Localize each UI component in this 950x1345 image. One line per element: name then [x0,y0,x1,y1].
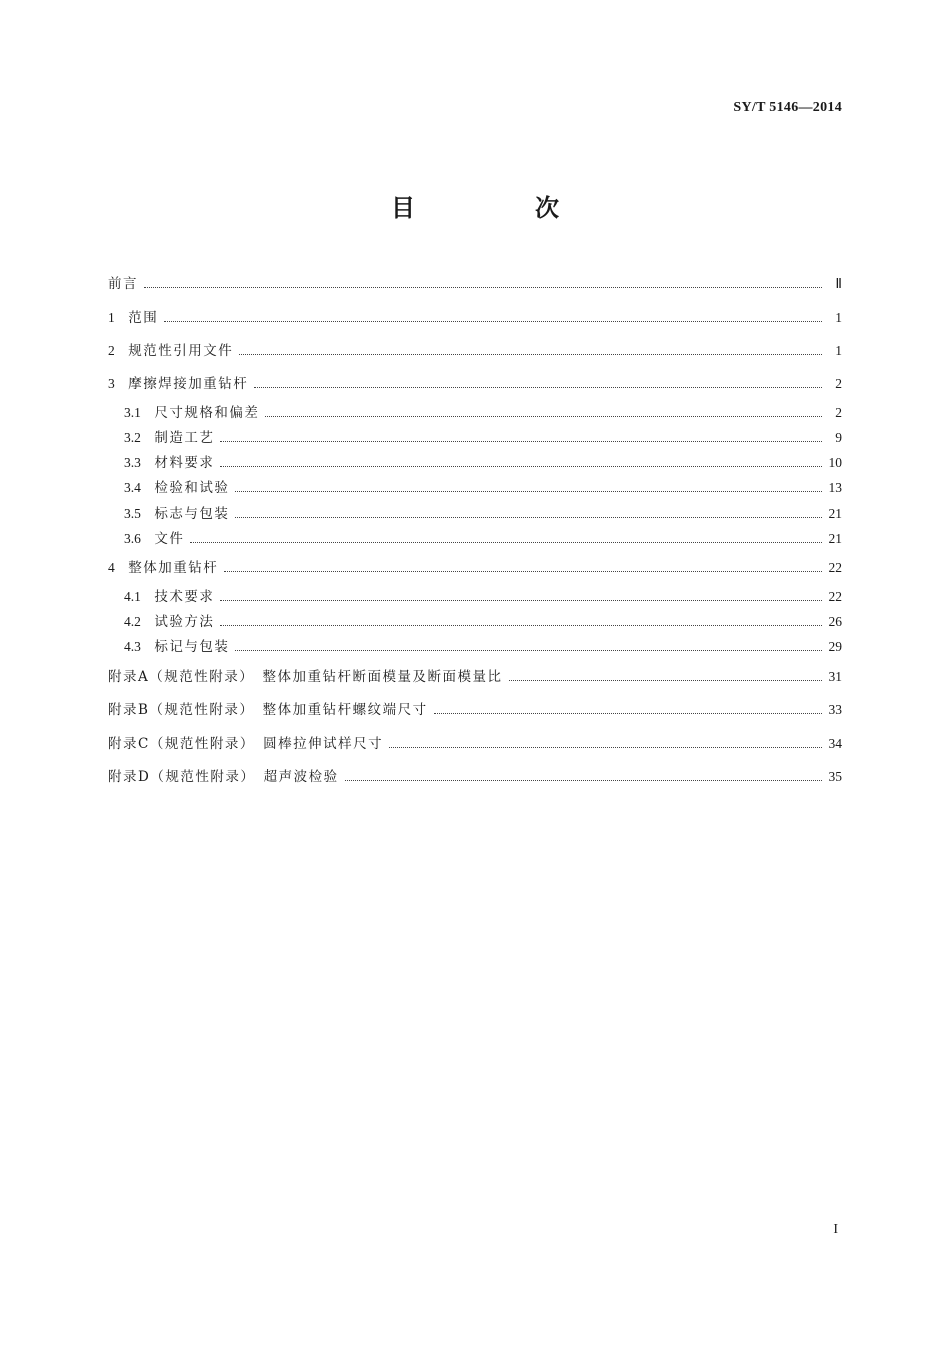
toc-entry-label: 附录D（规范性附录） 超声波检验 [108,769,339,785]
toc-entry-page: 1 [835,343,842,358]
toc-entry-label: 附录A（规范性附录） 整体加重钻杆断面模量及断面模量比 [108,669,503,685]
page-title: 目 次 [391,194,607,222]
toc-entry-3-3[interactable] [124,453,842,473]
toc-entry-appendix-a[interactable] [108,667,842,687]
toc-entry-page: 1 [835,310,842,325]
toc-entry-number: 4 [108,560,129,575]
dot-leader [164,320,822,322]
toc-entry-3-1[interactable] [124,403,842,423]
toc-entry-page: 21 [828,531,842,546]
toc-entry-page: 2 [835,376,842,391]
toc-entry-page: 33 [828,702,842,717]
toc-entry-4-1[interactable] [124,587,842,607]
dot-leader [254,386,822,388]
toc-entry-number: 3.6 [124,531,155,546]
toc-entry-number: 4.3 [124,639,155,654]
toc-entry-foreword[interactable] [108,274,842,294]
toc-entry-label: 技术要求 [154,589,215,605]
toc-entry-label: 制造工艺 [154,430,215,446]
dot-leader [220,440,822,442]
toc-entry-page: 34 [828,736,842,751]
toc-entry-3[interactable] [108,374,842,394]
toc-entry-number: 3 [108,376,129,391]
dot-leader [220,599,822,601]
toc-entry-number: 1 [108,310,129,325]
toc-entry-4-2[interactable] [124,612,842,632]
toc-entry-label: 前言 [108,276,138,292]
dot-leader [235,490,822,492]
toc-entry-page: Ⅱ [835,276,842,291]
dot-leader [389,746,822,748]
toc-entry-label: 标志与包装 [154,506,230,522]
toc-entry-3-4[interactable] [124,478,842,498]
toc-entry-page: 21 [828,506,842,521]
toc-entry-page: 2 [835,405,842,420]
toc-entry-page: 22 [828,589,842,604]
standard-code: SY/T 5146—2014 [733,100,842,115]
toc-entry-2[interactable] [108,341,842,361]
dot-leader [220,465,822,467]
toc-entry-label: 范围 [128,310,159,326]
dot-leader [509,679,823,681]
toc-entry-label: 材料要求 [154,455,215,471]
toc-entry-number: 4.1 [124,589,155,604]
toc-entry-4-3[interactable] [124,637,842,657]
toc-entry-page: 26 [828,614,842,629]
toc-entry-number: 3.4 [124,480,155,495]
toc-entry-page: 22 [828,560,842,575]
toc-entry-label: 附录C（规范性附录） 圆棒拉伸试样尺寸 [108,736,384,752]
dot-leader [235,649,822,651]
toc-entry-3-5[interactable] [124,504,842,524]
toc-entry-appendix-b[interactable] [108,700,842,720]
toc-entry-4[interactable] [108,558,842,578]
toc-entry-page: 29 [828,639,842,654]
dot-leader [265,415,822,417]
toc-entry-1[interactable] [108,308,842,328]
toc-entry-number: 3.1 [124,405,155,420]
dot-leader [220,624,822,626]
toc-entry-page: 13 [828,480,842,495]
toc-entry-page: 31 [828,669,842,684]
toc-entry-number: 3.3 [124,455,155,470]
dot-leader [239,353,822,355]
toc-entry-page: 35 [828,769,842,784]
toc-entry-label: 文件 [154,531,185,547]
dot-leader [434,712,822,714]
toc-entry-label: 试验方法 [154,614,215,630]
dot-leader [345,779,822,781]
toc-entry-number: 3.2 [124,430,155,445]
toc-entry-label: 整体加重钻杆 [128,560,219,576]
toc-entry-appendix-c[interactable] [108,734,842,754]
toc-entry-number: 4.2 [124,614,155,629]
toc-entry-page: 10 [828,455,842,470]
dot-leader [224,570,822,572]
dot-leader [144,286,822,288]
toc-entry-number: 3.5 [124,506,155,521]
toc-entry-number: 2 [108,343,129,358]
dot-leader [190,541,822,543]
dot-leader [235,516,822,518]
toc-entry-label: 规范性引用文件 [128,343,234,359]
toc-entry-label: 标记与包装 [154,639,230,655]
toc-entry-label: 尺寸规格和偏差 [154,405,260,421]
toc-entry-3-2[interactable] [124,428,842,448]
toc-entry-label: 检验和试验 [154,480,230,496]
toc-entry-page: 9 [835,430,842,445]
toc-entry-label: 附录B（规范性附录） 整体加重钻杆螺纹端尺寸 [108,702,428,718]
toc-entry-appendix-d[interactable] [108,767,842,787]
toc-entry-3-6[interactable] [124,529,842,549]
page-number: I [833,1222,838,1237]
toc-entry-label: 摩擦焊接加重钻杆 [128,376,249,392]
